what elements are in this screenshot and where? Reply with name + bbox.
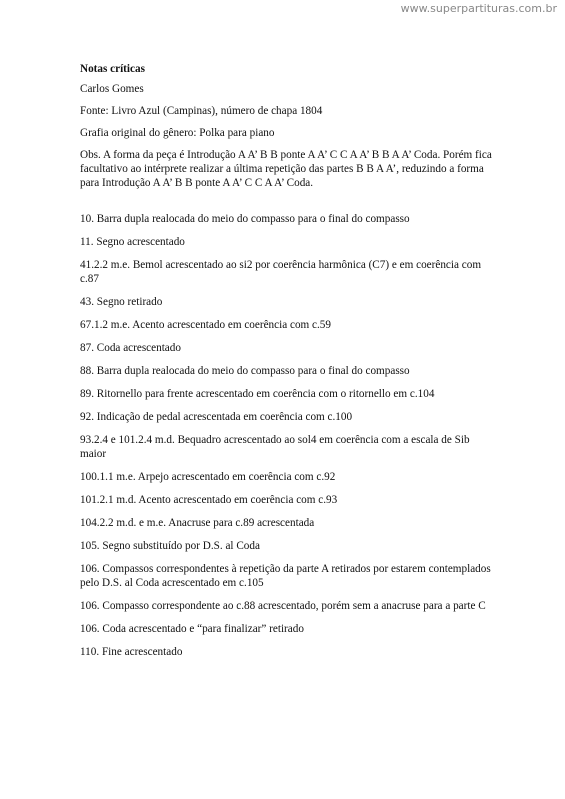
note-item: 93.2.4 e 101.2.4 m.d. Bequadro acrescentado ao sol4 em coerência com a escala de Sib maior [80, 434, 470, 460]
note-item: 89. Ritornello para frente acrescentado em coerência com o ritornello em c.104 [80, 388, 435, 400]
note-item: 106. Coda acrescentado e “para finalizar” retirado [80, 623, 304, 635]
note-item: 67.1.2 m.e. Acento acrescentado em coerência com c.59 [80, 319, 331, 331]
note-item: 104.2.2 m.d. e m.e. Anacruse para c.89 acrescentada [80, 517, 315, 529]
note-item: 110. Fine acrescentado [80, 646, 183, 658]
source-line: Fonte: Livro Azul (Campinas), número de chapa 1804 [80, 105, 323, 117]
note-item: 105. Segno substituído por D.S. al Coda [80, 540, 260, 552]
document-body [80, 62, 492, 668]
note-item: 100.1.1 m.e. Arpejo acrescentado em coerência com c.92 [80, 471, 336, 483]
note-item: 92. Indicação de pedal acrescentada em coerência com c.100 [80, 411, 353, 423]
note-item: 88. Barra dupla realocada do meio do compasso para o final do compasso [80, 365, 410, 377]
composer: Carlos Gomes [80, 83, 144, 95]
note-item: 10. Barra dupla realocada do meio do compasso para o final do compasso [80, 213, 410, 225]
observation-paragraph: Obs. A forma da peça é Introdução A A’ B B ponte A A’ C C A A’ B B A A’ Coda. Porém fica facultativo ao intérprete realizar a última repetição das partes B B A A’, reduzindo a forma para Introdução A A’ B B ponte A A’ C C A A’ Coda. [80, 149, 492, 189]
note-item: 11. Segno acrescentado [80, 236, 185, 248]
note-item: 101.2.1 m.d. Acento acrescentado em coerência com c.93 [80, 494, 338, 506]
note-item: 106. Compasso correspondente ao c.88 acrescentado, porém sem a anacruse para a parte C [80, 600, 486, 612]
note-item: 41.2.2 m.e. Bemol acrescentado ao si2 por coerência harmônica (C7) e em coerência com c.87 [80, 259, 482, 285]
genre-line: Grafia original do gênero: Polka para piano [80, 127, 275, 139]
spacer [80, 198, 492, 212]
watermark: www.superpartituras.com.br [400, 2, 557, 15]
note-item: 43. Segno retirado [80, 296, 163, 308]
note-item: 87. Coda acrescentado [80, 342, 181, 354]
document-title: Notas críticas [80, 63, 145, 75]
note-item: 106. Compassos correspondentes à repetição da parte A retirados por estarem contemplados pelo D.S. al Coda acrescentado em c.105 [80, 563, 491, 589]
